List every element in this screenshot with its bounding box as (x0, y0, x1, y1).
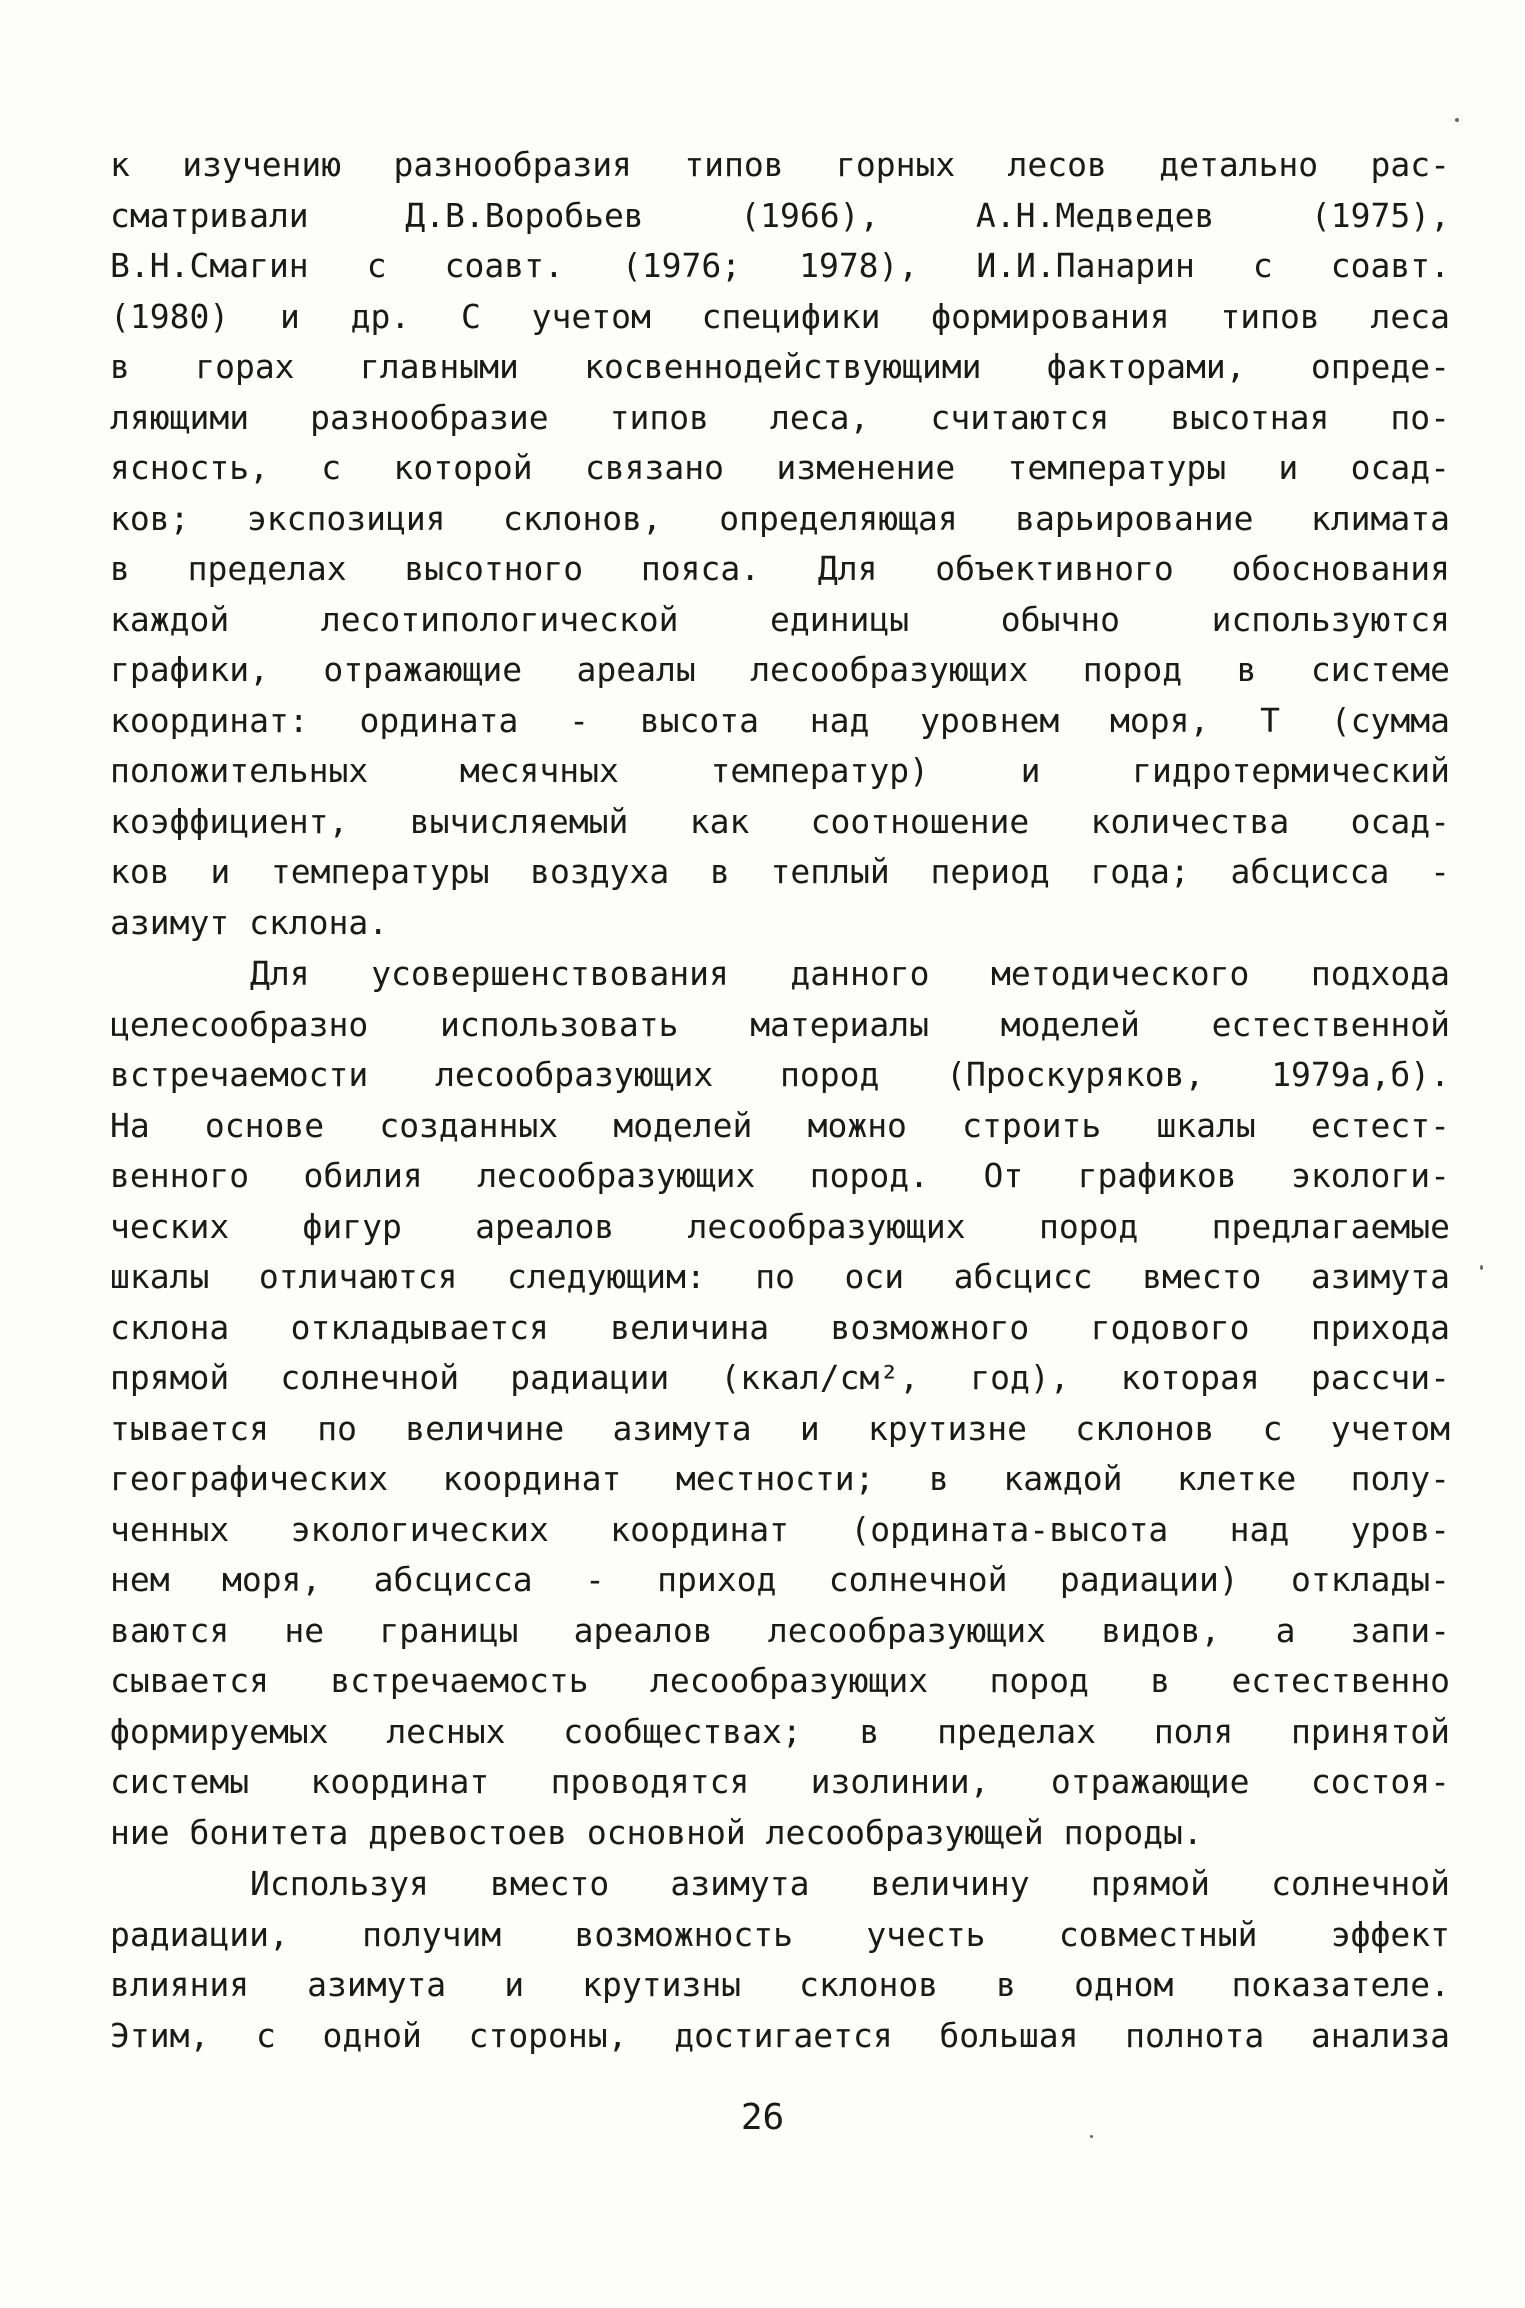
text-line: целесообразно использовать материалы моделей естественной (110, 1004, 1450, 1044)
text-line: сматривали Д.В.Воробьев (1966), А.Н.Медведев (1975), (110, 195, 1450, 235)
text-line: тывается по величине азимута и крутизне склонов с учетом (110, 1408, 1450, 1448)
text-line: ков и температуры воздуха в теплый период года; абсцисса - (110, 852, 1450, 891)
text-line: каждой лесотипологической единицы обычно используются (110, 599, 1450, 639)
text-line: к изучению разнообразия типов горных лесов детально рас- (110, 145, 1450, 184)
text-line: На основе созданных моделей можно строить шкалы естест- (110, 1105, 1450, 1145)
paragraph-1 (110, 140, 1450, 948)
text-line: радиации, получим возможность учесть совместный эффект (110, 1914, 1450, 1954)
text-line: системы координат проводятся изолинии, отражающие состоя- (110, 1762, 1450, 1801)
text-line: склона откладывается величина возможного годового прихода (110, 1307, 1450, 1347)
text-line: ченных экологических координат (ордината-высота над уров- (110, 1509, 1450, 1549)
body-text (110, 140, 1450, 2062)
text-line: сывается встречаемость лесообразующих пород в естественно (110, 1661, 1450, 1700)
paragraph-2 (110, 949, 1450, 1858)
text-line: ние бонитета древостоев основной лесообразующей породы. (110, 1812, 1203, 1852)
paragraph-3 (110, 1859, 1450, 2061)
text-line: ляющими разнообразие типов леса, считаются высотная по- (110, 397, 1450, 437)
text-line: в горах главными косвеннодействующими факторами, опреде- (110, 347, 1450, 386)
text-line: (1980) и др. С учетом специфики формирования типов леса (110, 296, 1450, 336)
text-line: географических координат местности; в каждой клетке полу- (110, 1459, 1450, 1498)
text-line: координат: ордината - высота над уровнем моря, T (сумма (110, 700, 1450, 740)
scan-speck (1090, 2135, 1093, 2138)
text-line: встречаемости лесообразующих пород (Проскуряков, 1979а,б). (110, 1055, 1450, 1094)
scan-speck (1480, 1265, 1483, 1270)
text-line: нем моря, абсцисса - приход солнечной радиации) отклады- (110, 1560, 1450, 1599)
text-line: Этим, с одной стороны, достигается большая полнота анализа (110, 2015, 1450, 2055)
text-line: в пределах высотного пояса. Для объективного обоснования (110, 549, 1450, 588)
text-line: положительных месячных температур) и гидротермический (110, 751, 1450, 790)
text-line: ясность, с которой связано изменение температуры и осад- (110, 448, 1450, 487)
text-line: Используя вместо азимута величину прямой солнечной (250, 1864, 1450, 1903)
text-line: ков; экспозиция склонов, определяющая варьирование климата (110, 498, 1450, 538)
text-line: венного обилия лесообразующих пород. От графиков экологи- (110, 1156, 1450, 1195)
text-line: коэффициент, вычисляемый как соотношение количества осад- (110, 801, 1450, 841)
scan-speck (1455, 118, 1459, 122)
text-line: В.Н.Смагин с соавт. (1976; 1978), И.И.Панарин с соавт. (110, 246, 1450, 285)
text-line: влияния азимута и крутизны склонов в одном показателе. (110, 1965, 1450, 2004)
text-line: графики, отражающие ареалы лесообразующих пород в системе (110, 650, 1450, 689)
page-number: 26 (740, 2097, 785, 2138)
text-line: Для усовершенствования данного методического подхода (250, 954, 1450, 993)
text-line: шкалы отличаются следующим: по оси абсцисс вместо азимута (110, 1257, 1450, 1296)
text-line: ческих фигур ареалов лесообразующих пород предлагаемые (110, 1206, 1450, 1246)
text-line: азимут склона. (110, 902, 389, 942)
text-line: прямой солнечной радиации (ккал/см², год), которая рассчи- (110, 1358, 1450, 1397)
text-line: формируемых лесных сообществах; в пределах поля принятой (110, 1711, 1450, 1751)
text-line: ваются не границы ареалов лесообразующих видов, а запи- (110, 1610, 1450, 1650)
